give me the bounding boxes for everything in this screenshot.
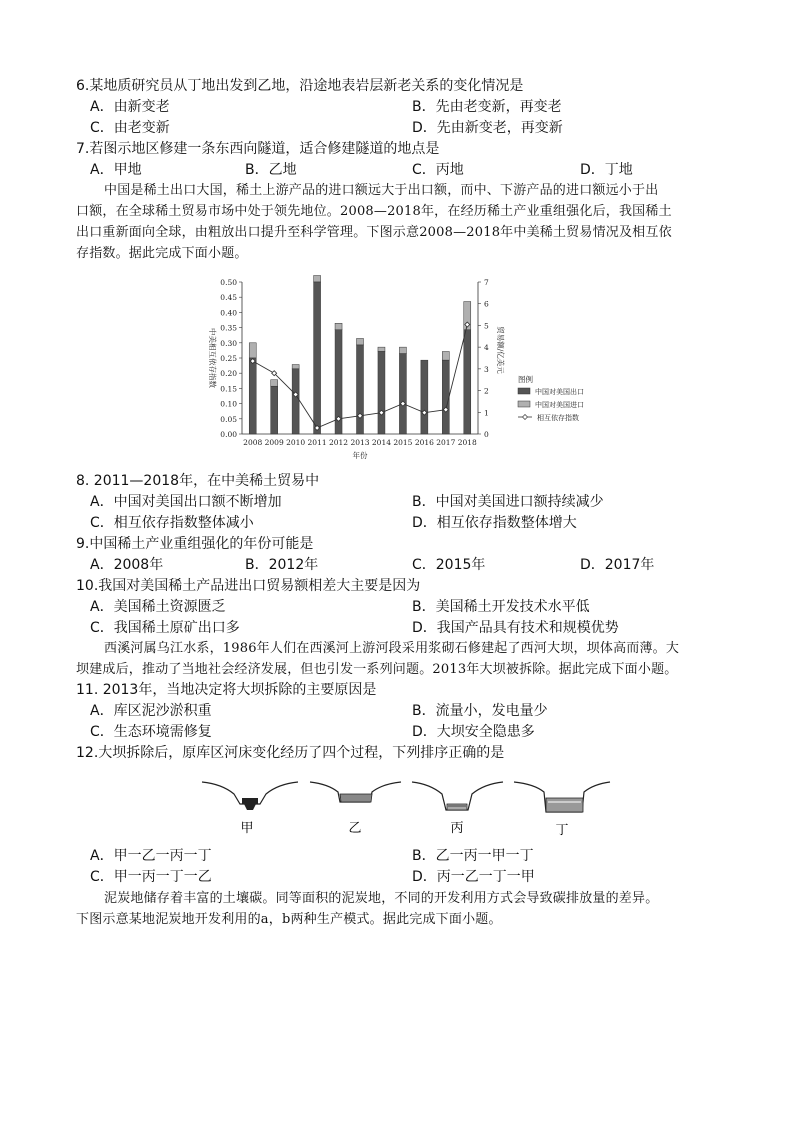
x-axis-label: 年份 (352, 451, 368, 460)
export-bar (464, 330, 471, 434)
q9-option-c[interactable]: C．2015年 (412, 557, 486, 573)
q11-option-d[interactable]: D．大坝安全隐患多 (412, 724, 535, 740)
import-bar (271, 380, 278, 387)
export-bar (378, 351, 385, 434)
passage-line: 存指数。据此完成下面小题。 (76, 246, 248, 261)
q8-option-a[interactable]: A．中国对美国出口额不断增加 (90, 494, 282, 510)
q11-option-a[interactable]: A．库区泥沙淤积重 (90, 703, 212, 719)
export-bar (249, 358, 256, 434)
left-tick-label: 0.10 (220, 399, 237, 409)
passage-line: 坝建成后，推动了当地社会经济发展，但也引发一系列问题。2013年大坝被拆除。据此完成下面小题。 (76, 662, 678, 677)
q6-option-c[interactable]: C．由老变新 (90, 120, 170, 136)
x-tick-label: 2010 (286, 438, 306, 447)
q11-option-b[interactable]: B．流量小，发电量少 (412, 703, 548, 719)
export-bar (271, 386, 278, 434)
q10-option-d[interactable]: D．我国产品具有技术和规模优势 (412, 620, 619, 636)
left-tick-label: 0.25 (220, 354, 237, 363)
x-tick-label: 2015 (393, 438, 413, 447)
q10-option-b[interactable]: B．美国稀土开发技术水平低 (412, 599, 590, 615)
left-tick-label: 0.30 (220, 338, 237, 348)
water-shape (447, 804, 467, 810)
x-tick-label: 2018 (457, 438, 477, 447)
right-tick-label: 7 (484, 278, 489, 287)
q6-option-b[interactable]: B．先由老变新，再变老 (412, 99, 562, 115)
q9-option-d[interactable]: D．2017年 (580, 557, 655, 573)
import-bar (399, 347, 406, 354)
right-tick-label: 5 (484, 321, 489, 331)
sediment-shape (242, 798, 258, 804)
q10-stem: 10.我国对美国稀土产品进出口贸易额相差大主要是因为 (76, 578, 421, 594)
right-tick-label: 4 (484, 343, 489, 353)
left-tick-label: 0.45 (220, 293, 237, 303)
x-tick-label: 2009 (264, 438, 284, 447)
passage-line: 中国是稀土出口大国，稀土上游产品的进口额远大于出口额，而中、下游产品的进口额远小于出 (104, 183, 659, 198)
q9-option-b[interactable]: B．2012年 (245, 557, 319, 573)
passage-line: 口额，在全球稀土贸易市场中处于领先地位。2008—2018年，在经历稀土产业重组强化后，我国稀土 (76, 204, 672, 219)
legend-swatch-export (518, 388, 530, 394)
q8-option-b[interactable]: B．中国对美国进口额持续减少 (412, 494, 604, 510)
q9-stem: 9.中国稀土产业重组强化的年份可能是 (76, 536, 314, 552)
import-bar (378, 347, 385, 351)
legend-label-index: 相互依存指数 (537, 414, 579, 422)
x-tick-label: 2014 (371, 438, 392, 447)
riverbed-diagram-ding (512, 776, 612, 838)
passage-xixi-dam (76, 638, 716, 680)
export-bar (442, 360, 449, 434)
passage-line: 泥炭地储存着丰富的土壤碳。同等面积的泥炭地，不同的开发利用方式会导致碳排放量的差异。 (104, 891, 659, 906)
legend-label-import: 中国对美国进口 (535, 401, 584, 409)
x-tick-label: 2008 (243, 438, 263, 447)
right-tick-label: 6 (484, 299, 489, 309)
legend-title: 图例 (518, 375, 533, 384)
passage-line: 西溪河属乌江水系，1986年人们在西溪河上游河段采用浆砌石修建起了西河大坝，坝体高而薄。大 (104, 641, 680, 656)
legend-label-export: 中国对美国出口 (535, 388, 584, 396)
q12-option-b[interactable]: B．乙一丙一甲一丁 (412, 848, 534, 864)
export-bar (421, 360, 428, 434)
legend-marker-index (523, 415, 528, 420)
passage-rare-earth (76, 180, 716, 264)
passage-line: 下图示意某地泥炭地开发利用的a，b两种生产模式。据此完成下面小题。 (76, 912, 502, 927)
diagram-label-ding: 丁 (555, 823, 569, 838)
right-tick-label: 2 (484, 386, 489, 396)
x-tick-label: 2012 (328, 438, 349, 447)
passage-line: 出口重新面向全球，由粗放出口提升至科学管理。下图示意2008—2018年中美稀土贸易情况及相互依 (76, 225, 672, 240)
legend-swatch-import (518, 401, 530, 407)
left-tick-label: 0.05 (220, 414, 237, 424)
rare-earth-trade-chart (200, 272, 620, 467)
q7-option-a[interactable]: A．甲地 (90, 162, 142, 178)
q12-option-d[interactable]: D．丙一乙一丁一甲 (412, 869, 535, 885)
import-bar (292, 365, 299, 369)
left-tick-label: 0.20 (220, 369, 237, 379)
q10-option-a[interactable]: A．美国稀土资源匮乏 (90, 599, 226, 615)
export-bar (357, 345, 364, 434)
export-bar (399, 354, 406, 434)
q6-option-a[interactable]: A．由新变老 (90, 99, 170, 115)
q12-option-a[interactable]: A．甲一乙一丙一丁 (90, 848, 212, 864)
x-tick-label: 2017 (436, 438, 456, 447)
water-shape (340, 794, 372, 802)
riverbed-diagram-jia (200, 776, 300, 838)
channel-shape (244, 804, 256, 810)
x-tick-label: 2011 (307, 438, 327, 447)
import-bar (314, 275, 321, 282)
right-tick-label: 3 (484, 364, 489, 374)
diagram-label-yi: 乙 (348, 821, 362, 836)
q6-option-d[interactable]: D．先由新变老，再变新 (412, 120, 563, 136)
q8-option-d[interactable]: D．相互依存指数整体增大 (412, 515, 577, 531)
import-bar (442, 351, 449, 360)
right-tick-label: 0 (484, 430, 489, 439)
water-shape (546, 798, 583, 812)
q10-option-c[interactable]: C．我国稀土原矿出口多 (90, 620, 240, 636)
left-tick-label: 0.50 (220, 278, 237, 287)
export-bar (314, 282, 321, 434)
x-tick-label: 2013 (350, 438, 370, 447)
diagram-label-bing: 丙 (450, 821, 464, 836)
q12-option-c[interactable]: C．甲一丙一丁一乙 (90, 869, 212, 885)
q7-stem: 7.若图示地区修建一条东西向隧道，适合修建隧道的地点是 (76, 141, 440, 157)
q11-stem: 11. 2013年，当地决定将大坝拆除的主要原因是 (76, 682, 377, 698)
x-tick-label: 2016 (414, 438, 434, 447)
right-tick-label: 1 (484, 408, 489, 418)
riverbed-diagram-yi (308, 776, 403, 838)
left-tick-label: 0.15 (220, 384, 237, 394)
left-tick-label: 0.35 (220, 323, 237, 333)
import-bar (335, 323, 342, 330)
q11-option-c[interactable]: C．生态环境需修复 (90, 724, 212, 740)
riverbed-diagram-bing (410, 776, 505, 838)
q12-stem: 12.大坝拆除后，原库区河床变化经历了四个过程，下列排序正确的是 (76, 745, 505, 761)
q6-stem: 6.某地质研究员从丁地出发到乙地，沿途地表岩层新老关系的变化情况是 (76, 78, 524, 94)
left-tick-label: 0.00 (220, 430, 237, 439)
passage-peatland (76, 888, 716, 930)
left-axis-label: 中美相互依存指数 (208, 328, 217, 388)
right-axis-label: 贸易额/亿美元 (496, 326, 505, 374)
import-bar (357, 338, 364, 345)
q7-option-b[interactable]: B．乙地 (245, 162, 297, 178)
q7-option-c[interactable]: C．丙地 (412, 162, 464, 178)
q7-option-d[interactable]: D．丁地 (580, 162, 633, 178)
q8-stem: 8. 2011—2018年，在中美稀土贸易中 (76, 473, 320, 489)
import-bar (249, 343, 256, 358)
diagram-label-jia: 甲 (240, 821, 254, 836)
left-tick-label: 0.40 (220, 308, 237, 318)
export-bar (292, 369, 299, 434)
q9-option-a[interactable]: A．2008年 (90, 557, 164, 573)
q8-option-c[interactable]: C．相互依存指数整体减小 (90, 515, 254, 531)
